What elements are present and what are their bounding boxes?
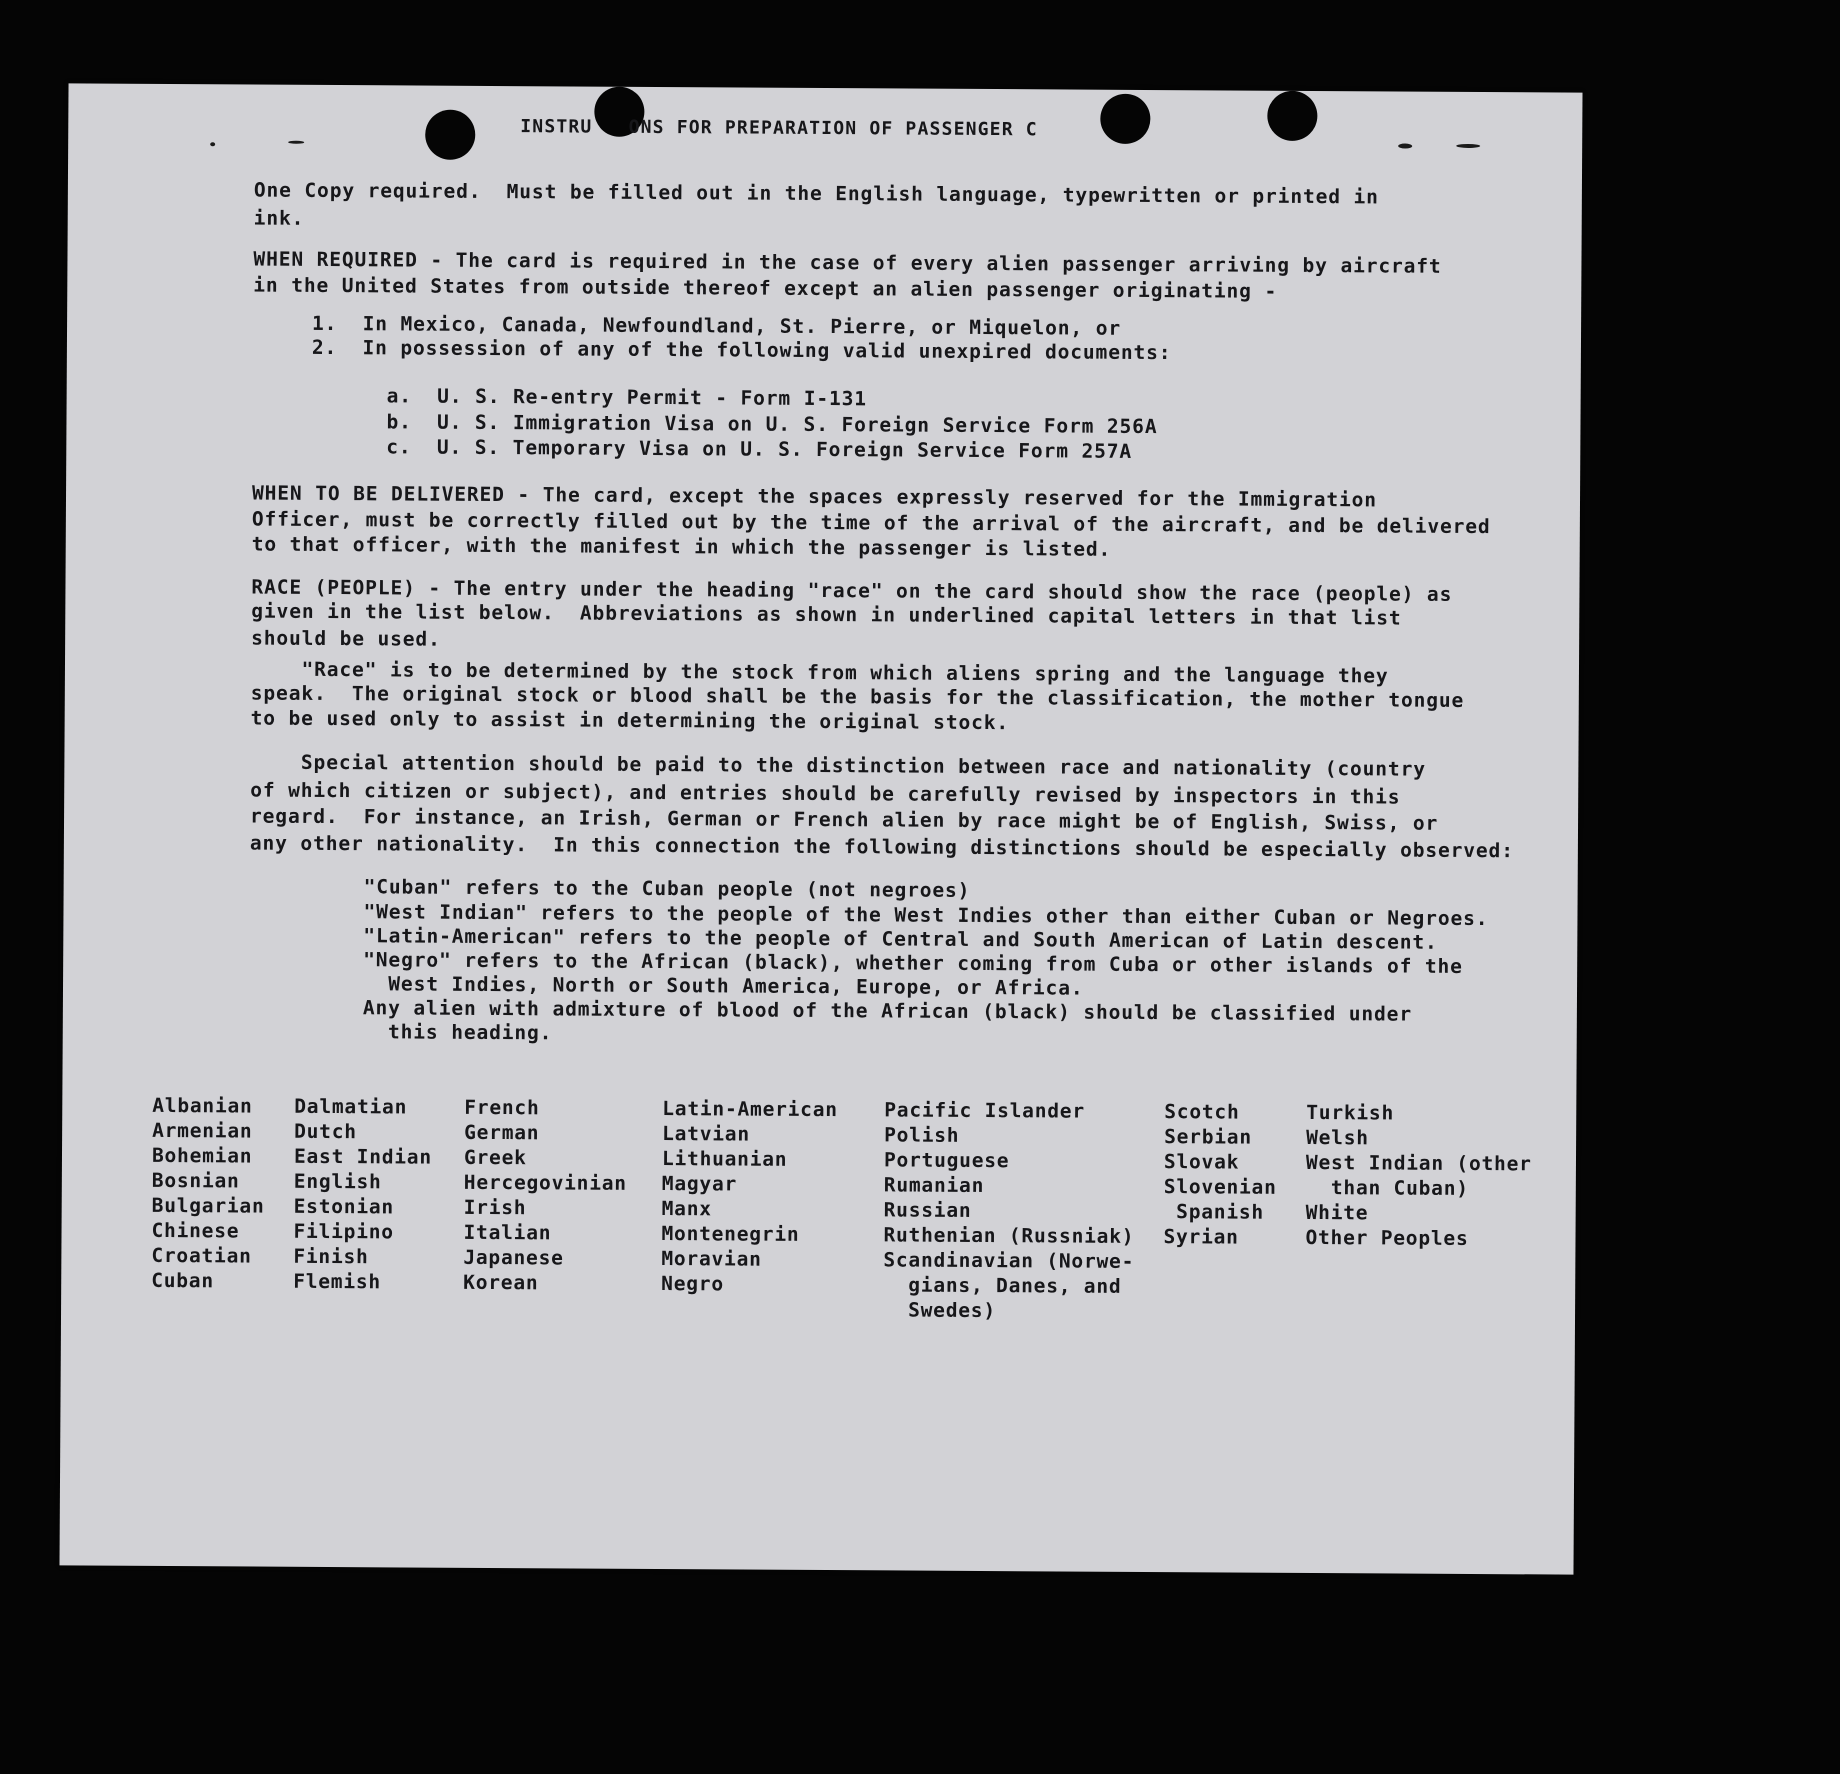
race-entry: Dutch: [294, 1119, 357, 1144]
intro-line: One Copy required. Must be filled out in the English language, typewritten or printed in: [253, 178, 1379, 209]
document-item: c. U. S. Temporary Visa on U. S. Foreign Service Form 257A: [386, 435, 1133, 463]
race-entry: Hercegovinian: [463, 1170, 627, 1195]
intro-line: ink.: [253, 206, 305, 230]
race-entry: Bohemian: [151, 1143, 253, 1168]
race-entry: Polish: [884, 1123, 960, 1147]
race-entry: Ruthenian (Russniak): [883, 1223, 1135, 1248]
race-entry: Portuguese: [883, 1148, 1010, 1173]
race-entry: Turkish: [1306, 1100, 1395, 1125]
race-entry: Other Peoples: [1305, 1225, 1469, 1250]
race-entry: Serbian: [1164, 1125, 1252, 1149]
race-entry: English: [293, 1169, 382, 1194]
race-entry: than Cuban): [1305, 1175, 1469, 1200]
punch-hole: [425, 110, 475, 160]
race-entry: Russian: [883, 1198, 972, 1222]
race-entry: Dalmatian: [294, 1094, 408, 1119]
race-stock-line: to be used only to assist in determining the original stock.: [250, 706, 1010, 735]
race-entry: Swedes): [882, 1298, 997, 1323]
when-required-line: WHEN REQUIRED - The card is required in the case of every alien passenger arriving by aircraft: [253, 247, 1442, 278]
race-entry: Irish: [463, 1195, 527, 1220]
race-entry: Italian: [463, 1220, 552, 1245]
race-stock-line: speak. The original stock or blood shall be the basis for the classification, the mother tongue: [250, 681, 1465, 712]
race-entry: Finish: [293, 1244, 369, 1269]
race-entry: Rumanian: [883, 1173, 985, 1198]
page-title: INSTRU ONS FOR PREPARATION OF PASSENGER C: [520, 116, 1038, 141]
distinction-line: "Latin-American" refers to the people of Central and South American of Latin descent.: [363, 924, 1438, 954]
race-entry: Pacific Islander: [884, 1098, 1085, 1123]
race-entry: Scandinavian (Norwe-: [883, 1248, 1135, 1273]
special-attention-line: regard. For instance, an Irish, German or French alien by race might be of English, Swiss, or: [249, 804, 1439, 835]
race-entry: Slovenian: [1163, 1175, 1277, 1199]
when-delivered-line: Officer, must be correctly filled out by the time of the arrival of the aircraft, and be delivered: [251, 507, 1491, 539]
race-entry: Croatian: [151, 1243, 252, 1268]
special-attention-line: Special attention should be paid to the distinction between race and nationality (country: [250, 750, 1426, 781]
race-entry: East Indian: [293, 1144, 433, 1169]
ink-speck: [288, 141, 304, 144]
race-entry: Slovak: [1163, 1150, 1240, 1174]
race-entry: Moravian: [661, 1247, 762, 1271]
numbered-item: 2. In possession of any of the following valid unexpired documents:: [311, 335, 1172, 365]
special-attention-line: any other nationality. In this connection the following distinctions should be especially observed:: [249, 831, 1514, 863]
distinction-line: West Indies, North or South America, Europe, or Africa.: [362, 972, 1084, 1000]
race-entry: Japanese: [463, 1245, 564, 1270]
distinction-line: "Cuban" refers to the Cuban people (not negroes): [363, 875, 971, 902]
race-entry: Flemish: [293, 1269, 382, 1294]
when-delivered-line: to that officer, with the manifest in which the passenger is listed.: [251, 532, 1112, 561]
distinction-line: "West Indian" refers to the people of the West Indies other than either Cuban or Negroes.: [363, 900, 1489, 931]
race-entry: Latin-American: [662, 1097, 838, 1122]
race-people-line: should be used.: [251, 626, 441, 651]
distinction-line: "Negro" refers to the African (black), whether coming from Cuba or other islands of the: [363, 948, 1463, 978]
race-stock-line: "Race" is to be determined by the stock from which aliens spring and the language they: [250, 657, 1389, 688]
race-entry: Syrian: [1163, 1225, 1239, 1249]
document-item: b. U. S. Immigration Visa on U. S. Foreign Service Form 256A: [386, 410, 1158, 439]
race-entry: West Indian (other: [1305, 1150, 1532, 1176]
race-entry: gians, Danes, and: [883, 1273, 1122, 1298]
race-entry: White: [1305, 1200, 1369, 1225]
race-entry: Cuban: [151, 1268, 215, 1293]
race-entry: Magyar: [661, 1172, 738, 1196]
ink-speck: [210, 142, 215, 146]
race-entry: Filipino: [293, 1219, 394, 1244]
race-entry: Welsh: [1306, 1125, 1369, 1150]
ink-speck: [1398, 144, 1412, 149]
race-entry: Korean: [463, 1270, 539, 1295]
when-delivered-line: WHEN TO BE DELIVERED - The card, except the spaces expressly reserved for the Immigration: [251, 481, 1378, 512]
race-people-line: RACE (PEOPLE) - The entry under the heading "race" on the card should show the race (people) as: [251, 575, 1453, 606]
race-entry: Latvian: [662, 1122, 750, 1146]
race-entry: Albanian: [152, 1093, 253, 1118]
ink-speck: [1456, 144, 1480, 148]
distinction-line: Any alien with admixture of blood of the African (black) should be classified under: [362, 996, 1413, 1026]
race-people-line: given in the list below. Abbreviations as shown in underlined capital letters in that list: [251, 599, 1402, 630]
race-entry: Estonian: [293, 1194, 395, 1219]
document-item: a. U. S. Re-entry Permit - Form I-131: [386, 384, 868, 411]
race-entry: Spanish: [1163, 1200, 1265, 1224]
race-entry: Scotch: [1164, 1100, 1240, 1124]
race-entry: Armenian: [152, 1118, 253, 1143]
numbered-item: 1. In Mexico, Canada, Newfoundland, St. Pierre, or Miquelon, or: [312, 311, 1122, 340]
race-entry: Montenegrin: [661, 1222, 800, 1246]
race-entry: German: [464, 1120, 540, 1145]
special-attention-line: of which citizen or subject), and entries should be carefully revised by inspectors in this: [250, 778, 1401, 809]
race-entry: Greek: [463, 1145, 527, 1170]
document-page: [59, 83, 1582, 1574]
race-entry: Manx: [661, 1197, 712, 1221]
distinction-line: this heading.: [362, 1020, 553, 1045]
race-entry: Bosnian: [151, 1168, 240, 1193]
race-entry: Chinese: [151, 1218, 240, 1243]
when-required-line: in the United States from outside thereof except an alien passenger originating -: [253, 273, 1278, 303]
race-entry: Bulgarian: [151, 1193, 265, 1218]
punch-hole: [1100, 94, 1150, 144]
race-entry: Negro: [661, 1272, 724, 1296]
race-entry: French: [464, 1095, 540, 1120]
punch-hole: [1267, 91, 1317, 141]
race-entry: Lithuanian: [661, 1147, 788, 1171]
